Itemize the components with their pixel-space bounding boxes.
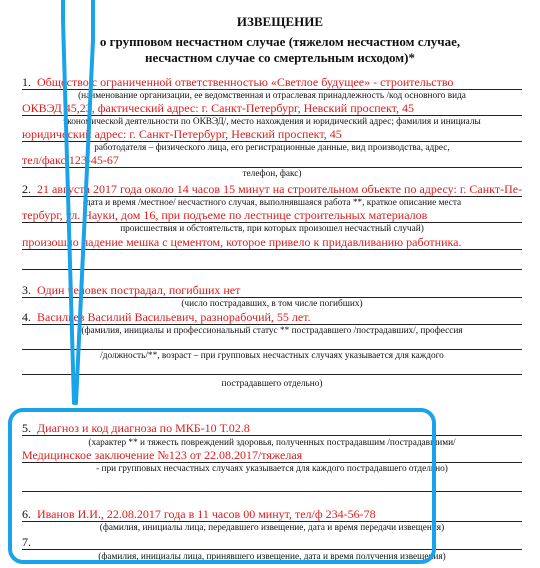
annotation-arrow-right [76, 0, 93, 403]
employer-hint-4: телефон, факс) [242, 169, 302, 179]
employer-okved-value: ОКВЭД 45,23, фактический адрес: г. Санкт-Петербург, Невский проспект, 45 [22, 101, 414, 115]
victim-name-value: Васильев Василий Васильевич, разнорабочий, 55 лет. [37, 310, 311, 324]
item-number-3: 3. [22, 283, 31, 297]
accident-place-value: тербург, ул. Науки, дом 16, при подъеме по лестнице строительных материалов [22, 208, 428, 222]
employer-hint-1: (наименование организации, ее ведомственная и отраслевая принадлежность /код основного вида [78, 91, 466, 101]
victim-hint-3: пострадавшего отдельно) [221, 379, 323, 389]
employer-hint-3: работодателя – физического лица, его регистрационные данные, вид производства, адрес, [94, 143, 450, 153]
item-number-4: 4. [22, 310, 31, 324]
accident-hint-1: (дата и время /местное/ несчастного случая, выполнявшаяся работа **, краткое описание места [82, 198, 462, 208]
annotation-frame [10, 410, 434, 562]
sender-hint: (фамилия, инициалы лица, передавшего извещение, дата и время передачи извещения) [99, 523, 445, 533]
accident-description-value: произошло падение мешка с цементом, которое привело к придавливанию работника. [22, 235, 462, 249]
victim-hint-1: (фамилия, инициалы и профессиональный статус ** пострадавшего /пострадавших/, профессия [81, 326, 463, 336]
accident-datetime-value: 21 августа 2017 года около 14 часов 15 минут на строительном объекте по адресу: г. Санкт-Пе- [37, 182, 522, 196]
employer-phone-value: тел/факс 123-45-67 [22, 153, 119, 167]
diagnosis-hint-1: (характер ** и тяжесть повреждений здоровья, полученных пострадавшим /пострадавшими/ [88, 438, 456, 448]
annotation-arrow-left [63, 0, 74, 403]
receiver-hint: (фамилия, инициалы лица, принявшего извещение, дата и время получения извещения) [98, 552, 446, 562]
employer-hint-2: экономической деятельности по ОКВЭД/, место нахождения и юридический адрес; фамилия и инициалы [63, 117, 481, 127]
diagnosis-hint-2: - при групповых несчастных случаях указывается для каждого пострадавшего отдельно) [96, 464, 448, 474]
item-number-5: 5. [22, 421, 31, 435]
item-number-2: 2. [22, 182, 31, 196]
medical-conclusion-value: Медицинское заключение №123 от 22.08.2017/тяжелая [22, 448, 303, 462]
notice-subtitle-line-1: о групповом несчастном случае (тяжелом несчастном случае, [99, 34, 461, 49]
notice-subtitle-line-2: несчастном случае со смертельным исходом)* [145, 50, 415, 65]
diagnosis-code-value: Диагноз и код диагноза по МКБ-10 Т.02.8 [37, 421, 250, 435]
item-number-7: 7. [22, 535, 31, 549]
item-number-6: 6. [22, 507, 31, 521]
victims-count-value: Один человек пострадал, погибших нет [37, 283, 241, 297]
sender-value: Иванов И.И., 22.08.2017 года в 11 часов 00 минут, тел/ф 234-56-78 [37, 507, 376, 521]
item-number-1: 1. [22, 75, 31, 89]
victim-hint-2: /должность/**, возраст – при групповых несчастных случаях указывается для каждого [100, 351, 444, 361]
employer-name-value: Общество с ограниченной ответственностью «Светлое будущее» - строительство [37, 75, 454, 89]
victims-count-hint: (число пострадавших, в том числе погибших) [181, 299, 363, 309]
notice-title: ИЗВЕЩЕНИЕ [236, 14, 324, 29]
employer-legal-address-value: юридический адрес: г. Санкт-Петербург, Невский проспект, 45 [22, 127, 342, 141]
accident-hint-2: происшествия и обстоятельств, при которых произошел несчастный случай) [120, 224, 424, 234]
